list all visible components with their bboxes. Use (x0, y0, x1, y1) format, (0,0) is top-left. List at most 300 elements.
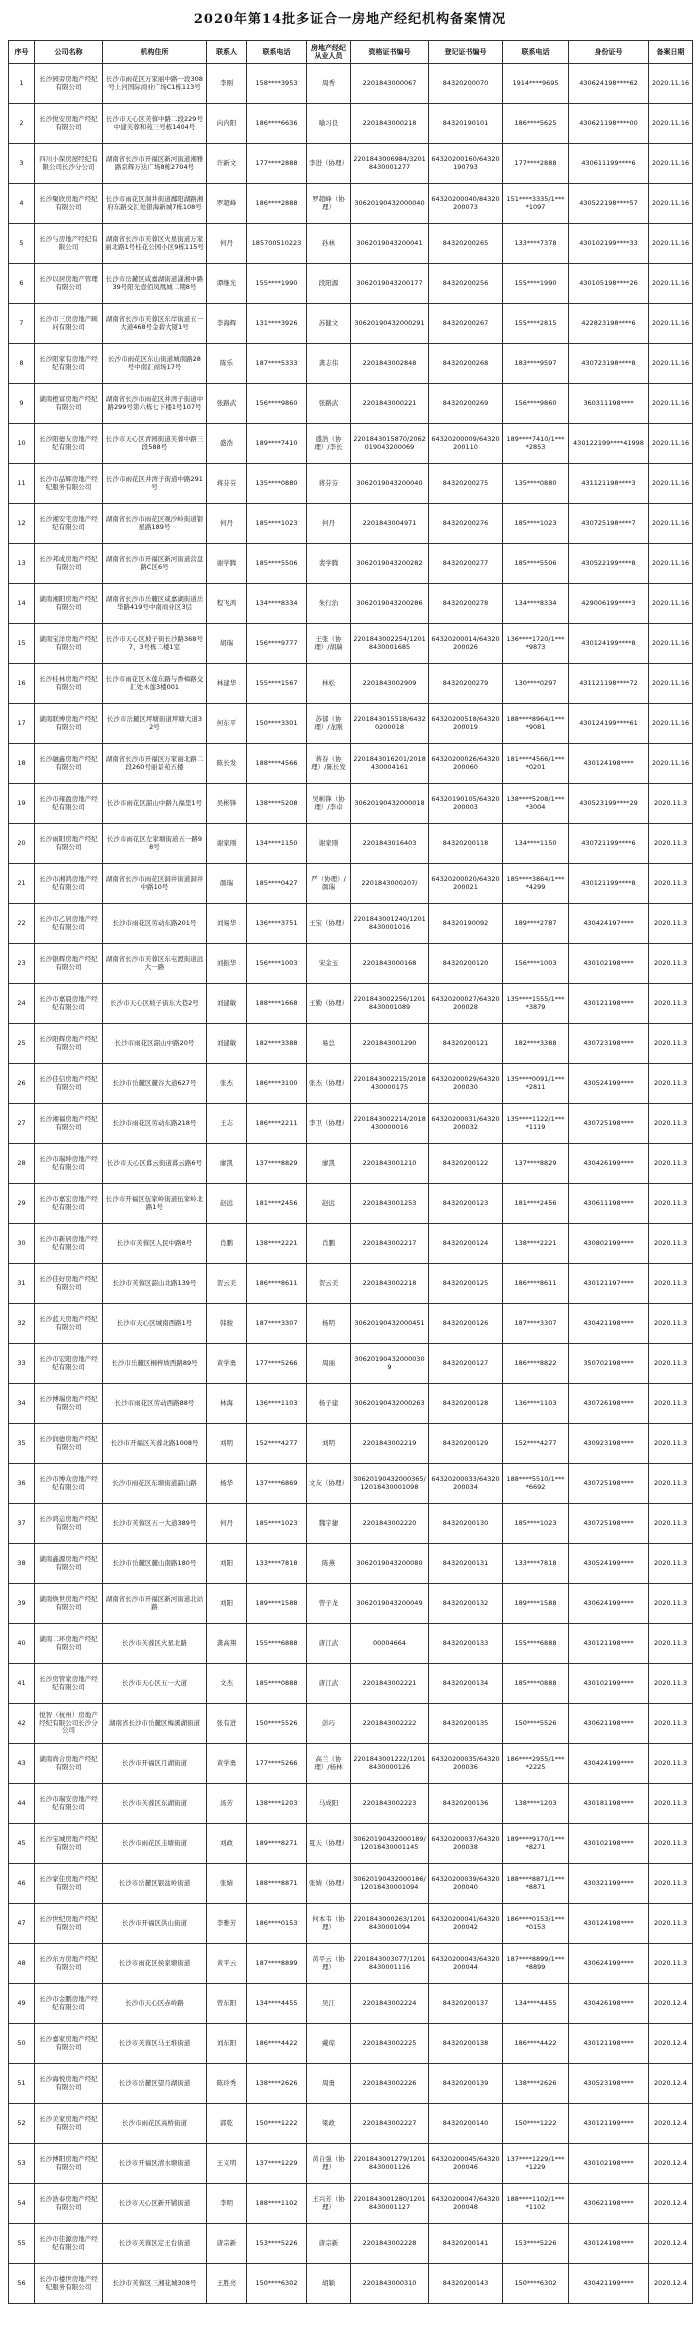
cell-index: 27 (9, 1104, 35, 1144)
table-row (9, 1824, 693, 1864)
cell-registration-no: 84320200268 (429, 344, 503, 384)
cell-index: 54 (9, 2184, 35, 2224)
cell-contact: 刘阳 (207, 1584, 247, 1624)
cell-registration-no: 84320200140 (429, 2104, 503, 2144)
cell-qualification-no: 30620190432000189/12018430001145 (351, 1824, 429, 1864)
cell-qualification-no: 2201843002223 (351, 1784, 429, 1824)
cell-agent: 梁政 (307, 2104, 351, 2144)
cell-id-number: 430726198**** (569, 1384, 649, 1424)
cell-registration-no: 64320190105/64320200003 (429, 784, 503, 824)
table-row (9, 824, 693, 864)
cell-agent: 蒋芬芬 (307, 464, 351, 504)
cell-filing-date: 2020.11.3 (649, 1624, 693, 1664)
cell-agent-phone: 155****1990 (503, 264, 569, 304)
cell-id-number: 430611199****6 (569, 144, 649, 184)
cell-filing-date: 2020.11.16 (649, 64, 693, 104)
cell-address: 湖南省长沙市岳麓区梅溪湖街道 (103, 1704, 207, 1744)
table-row (9, 2144, 693, 2184)
cell-id-number: 430105198****26 (569, 264, 649, 304)
cell-contact: 胡瑞 (207, 624, 247, 664)
cell-address: 长沙市芙蓉区东湖街道 (103, 1784, 207, 1824)
cell-contact: 刘政 (207, 1824, 247, 1864)
cell-filing-date: 2020.11.3 (649, 1944, 693, 1984)
cell-agent-phone: 135****0880 (503, 464, 569, 504)
cell-index: 4 (9, 184, 35, 224)
cell-id-number: 430102198**** (569, 944, 649, 984)
cell-registration-no: 84320200138 (429, 2024, 503, 2064)
cell-company: 长沙蓝天房地产经纪有限公司 (35, 1304, 103, 1344)
cell-company: 长沙佳好房地产经纪有限公司 (35, 1264, 103, 1304)
cell-registration-no: 84320200123 (429, 1184, 503, 1224)
cell-phone: 185700510223 (247, 224, 307, 264)
cell-filing-date: 2020.11.3 (649, 1344, 693, 1384)
cell-id-number: 430523198**** (569, 2064, 649, 2104)
cell-contact: 向内阳 (207, 104, 247, 144)
cell-filing-date: 2020.11.3 (649, 1664, 693, 1704)
cell-registration-no: 64320200047/64320200048 (429, 2184, 503, 2224)
cell-registration-no: 64320200035/64320200036 (429, 1744, 503, 1784)
cell-company: 长沙家佳房地产经纪有限公司 (35, 1864, 103, 1904)
cell-index: 16 (9, 664, 35, 704)
cell-qualification-no: 2201843000207/ (351, 864, 429, 904)
cell-address: 长沙市雨花区侯家塘街道 (103, 1944, 207, 1984)
cell-address: 长沙市芙蓉区韶山北路139号 (103, 1264, 207, 1304)
cell-qualification-no: 3062019043200080 (351, 1544, 429, 1584)
cell-phone: 134****1150 (247, 824, 307, 864)
cell-agent-phone: 1914****9695 (503, 64, 569, 104)
cell-address: 长沙市岳麓区咸嘉湖街道潇湘中路39号阳光壹佰凤凰城二期8号 (103, 264, 207, 304)
cell-contact: 李刚 (207, 64, 247, 104)
cell-phone: 131****3926 (247, 304, 307, 344)
cell-phone: 136****1103 (247, 1384, 307, 1424)
cell-agent-phone: 134****8334 (503, 584, 569, 624)
cell-agent: 黄平云（协理） (307, 1944, 351, 1984)
cell-id-number: 430124198**** (569, 1904, 649, 1944)
cell-address: 湖南省长沙市开福区万家丽北路二段260号丽景苑五楼 (103, 744, 207, 784)
cell-registration-no: 84320200127 (429, 1344, 503, 1384)
cell-id-number: 430102198**** (569, 1824, 649, 1864)
cell-address: 长沙市雨花区万家丽中路一段308号上河国际商业广场C1栋113号 (103, 64, 207, 104)
cell-agent: 孙林 (307, 224, 351, 264)
cell-agent-phone: 186****4422 (503, 2024, 569, 2064)
cell-address: 湖南省长沙市雨花区洞井街道洞井中路10号 (103, 864, 207, 904)
table-row (9, 1624, 693, 1664)
cell-registration-no: 64320200014/64320200026 (429, 624, 503, 664)
cell-address: 长沙市岳麓区银盆岭街道 (103, 1864, 207, 1904)
cell-agent: 唐江武 (307, 1624, 351, 1664)
cell-filing-date: 2020.11.3 (649, 1864, 693, 1904)
cell-id-number: 430522198****57 (569, 184, 649, 224)
cell-filing-date: 2020.11.3 (649, 1144, 693, 1184)
col-header-contact: 联系人 (207, 41, 247, 64)
cell-phone: 185****0888 (247, 1664, 307, 1704)
cell-index: 7 (9, 304, 35, 344)
cell-filing-date: 2020.11.3 (649, 1824, 693, 1864)
cell-filing-date: 2020.11.3 (649, 984, 693, 1024)
cell-id-number: 430124198**** (569, 744, 649, 784)
cell-agent: 杨明 (307, 1304, 351, 1344)
table-row (9, 1864, 693, 1904)
cell-phone: 181****2456 (247, 1184, 307, 1224)
cell-contact: 黄学勇 (207, 1744, 247, 1784)
cell-filing-date: 2020.11.3 (649, 1224, 693, 1264)
cell-contact: 杨华 (207, 1464, 247, 1504)
cell-registration-no: 84320200277 (429, 544, 503, 584)
cell-id-number: 430723198****8 (569, 344, 649, 384)
cell-agent-phone: 182****3388 (503, 1024, 569, 1064)
cell-agent-phone: 187****8899/1****8899 (503, 1944, 569, 1984)
table-row (9, 624, 693, 664)
cell-address: 长沙市雨花区韶山中路20号 (103, 1024, 207, 1064)
cell-filing-date: 2020.11.3 (649, 1704, 693, 1744)
cell-registration-no: 84320200134 (429, 1664, 503, 1704)
cell-id-number: 360311198**** (569, 384, 649, 424)
cell-contact: 李海辉 (207, 304, 247, 344)
cell-company: 长沙市品辉房地产经纪服务有限公司 (35, 464, 103, 504)
cell-address: 湖南省长沙市雨花区井湾子街道中路299号第六栋七下楼1号107号 (103, 384, 207, 424)
cell-phone: 177****5266 (247, 1744, 307, 1784)
cell-qualification-no: 2201843015870/2062019043200069 (351, 424, 429, 464)
cell-agent: 王兴芳（协理） (307, 2184, 351, 2224)
cell-id-number: 429006199****3 (569, 584, 649, 624)
cell-contact: 刘建敏 (207, 1024, 247, 1064)
cell-agent: 李卫（协理） (307, 1104, 351, 1144)
cell-contact: 谭继光 (207, 264, 247, 304)
cell-phone: 185****1023 (247, 1504, 307, 1544)
table-row (9, 944, 693, 984)
cell-index: 41 (9, 1664, 35, 1704)
table-row (9, 2104, 693, 2144)
cell-company: 长沙宝城房地产经纪有限公司 (35, 1824, 103, 1864)
cell-address: 长沙市岳麓区坪塘街道坪塘大道32号 (103, 704, 207, 744)
cell-qualification-no: 30620190432000451 (351, 1304, 429, 1344)
cell-index: 48 (9, 1944, 35, 1984)
cell-agent-phone: 155****6888 (503, 1624, 569, 1664)
cell-index: 28 (9, 1144, 35, 1184)
cell-registration-no: 64320200026/64320200060 (429, 744, 503, 784)
cell-registration-no: 84320200143 (429, 2264, 503, 2304)
cell-registration-no: 84320200136 (429, 1784, 503, 1824)
cell-filing-date: 2020.11.16 (649, 224, 693, 264)
cell-agent-phone: 177****2888 (503, 144, 569, 184)
cell-address: 长沙市芙蓉区火星北路 (103, 1624, 207, 1664)
cell-contact: 谢家刚 (207, 824, 247, 864)
cell-company: 长沙悦安房地产经纪有限公司 (35, 104, 103, 144)
cell-filing-date: 2020.11.16 (649, 544, 693, 584)
cell-address: 湖南省长沙市岳麓区咸嘉湖街道岳华路419号中南商业区3层 (103, 584, 207, 624)
cell-phone: 186****6636 (247, 104, 307, 144)
cell-registration-no: 64320200043/64320200044 (429, 1944, 503, 1984)
cell-agent-phone: 188****8871/1****8871 (503, 1864, 569, 1904)
cell-agent: 谢家刚 (307, 824, 351, 864)
cell-qualification-no: 2201843006984/32018430001277 (351, 144, 429, 184)
cell-id-number: 430721199****6 (569, 824, 649, 864)
cell-agent-phone: 134****4455 (503, 1984, 569, 2024)
cell-qualification-no: 00004664 (351, 1624, 429, 1664)
cell-agent-phone: 130****0297 (503, 664, 569, 704)
cell-contact: 李雅芳 (207, 1904, 247, 1944)
table-row (9, 2184, 693, 2224)
cell-id-number: 430621198****00 (569, 104, 649, 144)
cell-qualification-no: 2201843001210 (351, 1144, 429, 1184)
cell-address: 长沙市天心区青园街道芙蓉中路三段588号 (103, 424, 207, 464)
cell-company: 长沙世纪房地产经纪有限公司 (35, 1904, 103, 1944)
cell-agent-phone: 138****2626 (503, 2064, 569, 2104)
cell-address: 长沙市开福区月湖街道 (103, 1744, 207, 1784)
cell-filing-date: 2020.11.16 (649, 704, 693, 744)
cell-contact: 程飞鸿 (207, 584, 247, 624)
cell-index: 15 (9, 624, 35, 664)
cell-qualification-no: 2201843002909 (351, 664, 429, 704)
cell-registration-no: 84320190101 (429, 104, 503, 144)
cell-address: 长沙市雨花区左家塘街道五一路98号 (103, 824, 207, 864)
cell-qualification-no: 3062019043200049 (351, 1584, 429, 1624)
cell-agent: 龚志伟 (307, 344, 351, 384)
cell-qualification-no: 2201843001290 (351, 1024, 429, 1064)
table-row (9, 1784, 693, 1824)
cell-company: 长沙市新居房地产经纪有限公司 (35, 1224, 103, 1264)
cell-id-number: 430802199**** (569, 1224, 649, 1264)
cell-phone: 150****3301 (247, 704, 307, 744)
cell-agent-phone: 189****7410/1****2853 (503, 424, 569, 464)
cell-contact: 何丹 (207, 1504, 247, 1544)
cell-index: 29 (9, 1184, 35, 1224)
cell-phone: 189****8271 (247, 1824, 307, 1864)
cell-qualification-no: 30620190432000040 (351, 184, 429, 224)
cell-id-number: 430424199**** (569, 1744, 649, 1784)
cell-index: 47 (9, 1904, 35, 1944)
cell-agent: 喻习良 (307, 104, 351, 144)
cell-index: 24 (9, 984, 35, 1024)
col-header-registration-no: 登记证书编号 (429, 41, 503, 64)
cell-contact: 刘东阳 (207, 2024, 247, 2064)
cell-address: 长沙市天心区芙蓉中路二段229号中建芙蓉和苑三号栋1404号 (103, 104, 207, 144)
cell-agent-phone: 189****1588 (503, 1584, 569, 1624)
cell-filing-date: 2020.11.3 (649, 1904, 693, 1944)
cell-phone: 158****3953 (247, 64, 307, 104)
cell-agent-phone: 185****3864/1****4299 (503, 864, 569, 904)
cell-company: 长沙市雍盈房地产经纪有限公司 (35, 784, 103, 824)
cell-agent: 裴学腾 (307, 544, 351, 584)
cell-agent: 罗超峰（协理） (307, 184, 351, 224)
table-row (9, 1344, 693, 1384)
cell-contact: 吴彬锋 (207, 784, 247, 824)
cell-id-number: 430523199****29 (569, 784, 649, 824)
cell-company: 湖南联博房地产经纪有限公司 (35, 704, 103, 744)
cell-address: 长沙市天心区坡子街东大巷2号 (103, 984, 207, 1024)
cell-id-number: 430524199**** (569, 1544, 649, 1584)
cell-address: 湖南省长沙市芙蓉区火星街道万家丽北路1号桂花公园小区9栋115号 (103, 224, 207, 264)
cell-phone: 187****5333 (247, 344, 307, 384)
table-row (9, 2064, 693, 2104)
cell-agent-phone: 188****1102/1****1102 (503, 2184, 569, 2224)
cell-index: 35 (9, 1424, 35, 1464)
cell-contact: 林建华 (207, 664, 247, 704)
cell-filing-date: 2020.11.3 (649, 864, 693, 904)
cell-company: 长沙美家房地产经纪有限公司 (35, 2104, 103, 2144)
cell-company: 长沙市嘉宏房地产经纪有限公司 (35, 1184, 103, 1224)
cell-registration-no: 84320200141 (429, 2224, 503, 2264)
cell-agent-phone: 186****8822 (503, 1344, 569, 1384)
cell-address: 长沙市开福区芙蓉北路1008号 (103, 1424, 207, 1464)
cell-id-number: 430426198**** (569, 1984, 649, 2024)
cell-index: 46 (9, 1864, 35, 1904)
record-table (8, 40, 693, 2304)
cell-phone: 135****0880 (247, 464, 307, 504)
cell-agent-phone: 152****4277 (503, 1424, 569, 1464)
cell-company: 长沙博瑞房地产经纪有限公司 (35, 1384, 103, 1424)
cell-agent-phone: 189****2787 (503, 904, 569, 944)
cell-address: 长沙市天心区城南西路1号 (103, 1304, 207, 1344)
cell-qualification-no: 3062019043200282 (351, 544, 429, 584)
cell-phone: 150****1222 (247, 2104, 307, 2144)
cell-agent-phone: 185****1023 (503, 504, 569, 544)
table-row (9, 1424, 693, 1464)
cell-address: 长沙市开福区伍家岭街道伍家岭北路1号 (103, 1184, 207, 1224)
cell-company: 长沙与房地产经纪有限公司 (35, 224, 103, 264)
cell-address: 湖南省长沙市开福区新河街道北站路 (103, 1584, 207, 1624)
cell-agent-phone: 186****8611 (503, 1264, 569, 1304)
cell-company: 长沙阳德友房地产经纪有限公司 (35, 424, 103, 464)
cell-index: 20 (9, 824, 35, 864)
cell-qualification-no: 2201843001279/12018430001126 (351, 2144, 429, 2184)
cell-index: 37 (9, 1504, 35, 1544)
cell-filing-date: 2020.11.16 (649, 304, 693, 344)
cell-address: 长沙市雨花区井湾子街道中路291号 (103, 464, 207, 504)
cell-contact: 张杰 (207, 1064, 247, 1104)
cell-address: 长沙市岳麓区麓山南路180号 (103, 1544, 207, 1584)
cell-index: 49 (9, 1984, 35, 2024)
cell-address: 长沙市岳麓区桐梓坡西路89号 (103, 1344, 207, 1384)
cell-contact: 许新文 (207, 144, 247, 184)
cell-agent-phone: 185****5506 (503, 544, 569, 584)
cell-index: 44 (9, 1784, 35, 1824)
table-row (9, 1064, 693, 1104)
cell-company: 长沙阳辉房地产经纪有限公司 (35, 1024, 103, 1064)
cell-agent: 杨子建 (307, 1384, 351, 1424)
cell-agent: 苏健文 (307, 304, 351, 344)
cell-qualification-no: 2201843000310 (351, 2264, 429, 2304)
cell-agent: 林松 (307, 664, 351, 704)
cell-agent: 周秀 (307, 64, 351, 104)
cell-agent: 肖鹏 (307, 1224, 351, 1264)
cell-company: 湖南鑫源房地产经纪有限公司 (35, 1544, 103, 1584)
cell-contact: 李明 (207, 2184, 247, 2224)
cell-agent: 唐宗新 (307, 2224, 351, 2264)
cell-agent: 夏天（协理） (307, 1824, 351, 1864)
cell-qualification-no: 2201843000221 (351, 384, 429, 424)
cell-contact: 刘建敏 (207, 984, 247, 1024)
cell-phone: 134****8334 (247, 584, 307, 624)
cell-qualification-no: 2201843004971 (351, 504, 429, 544)
cell-contact: 郭乾 (207, 2104, 247, 2144)
table-row (9, 344, 693, 384)
cell-agent-phone: 181****2456 (503, 1184, 569, 1224)
cell-qualification-no: 2201843015518/64320200018 (351, 704, 429, 744)
cell-id-number: 430421198**** (569, 1304, 649, 1344)
cell-qualification-no: 2201843000218 (351, 104, 429, 144)
cell-phone: 155****6888 (247, 1624, 307, 1664)
cell-contact: 张路武 (207, 384, 247, 424)
cell-agent: 何本韦（协理） (307, 1904, 351, 1944)
table-row (9, 504, 693, 544)
cell-index: 10 (9, 424, 35, 464)
cell-registration-no: 84320200070 (429, 64, 503, 104)
table-row (9, 1304, 693, 1344)
cell-address: 湖南省长沙市芙蓉区东岸街道五一大道468号金碧大厦1号 (103, 304, 207, 344)
cell-registration-no: 84320200256 (429, 264, 503, 304)
table-row (9, 984, 693, 1024)
cell-address: 长沙市开福区清水塘街道 (103, 2144, 207, 2184)
cell-agent: 王勤（协理） (307, 984, 351, 1024)
cell-id-number: 431121198****72 (569, 664, 649, 704)
cell-agent: 刘明 (307, 1424, 351, 1464)
cell-agent-phone: 181****4566/1****0201 (503, 744, 569, 784)
cell-company: 长沙市乙居房地产经纪有限公司 (35, 904, 103, 944)
cell-index: 14 (9, 584, 35, 624)
cell-contact: 贺云美 (207, 1264, 247, 1304)
cell-phone: 188****8871 (247, 1864, 307, 1904)
col-header-agent: 房地产经纪从业人员 (307, 41, 351, 64)
cell-index: 23 (9, 944, 35, 984)
cell-registration-no: 84320200137 (429, 1984, 503, 2024)
cell-company: 长沙阳家有房地产经纪有限公司 (35, 344, 103, 384)
cell-agent-phone: 150****6302 (503, 2264, 569, 2304)
cell-address: 长沙市芙蓉区三湘花城308号 (103, 2264, 207, 2304)
cell-agent: 曾子龙 (307, 1584, 351, 1624)
cell-registration-no: 84320200125 (429, 1264, 503, 1304)
cell-phone: 186****0153 (247, 1904, 307, 1944)
cell-phone: 136****3751 (247, 904, 307, 944)
cell-phone: 177****5266 (247, 1344, 307, 1384)
cell-filing-date: 2020.11.3 (649, 1384, 693, 1424)
cell-contact: 林海 (207, 1384, 247, 1424)
cell-filing-date: 2020.11.3 (649, 1064, 693, 1104)
cell-agent: 严（协理）/颜瑞 (307, 864, 351, 904)
table-row (9, 224, 693, 264)
cell-address: 长沙市芙蓉区定王台街道 (103, 2224, 207, 2264)
table-row (9, 64, 693, 104)
cell-filing-date: 2020.11.16 (649, 384, 693, 424)
table-row (9, 1504, 693, 1544)
cell-id-number: 430181198**** (569, 1784, 649, 1824)
cell-registration-no: 84320200122 (429, 1144, 503, 1184)
table-row (9, 1944, 693, 1984)
cell-contact: 盛浩 (207, 424, 247, 464)
cell-phone: 187****8899 (247, 1944, 307, 1984)
cell-id-number: 430124198**** (569, 2224, 649, 2264)
cell-contact: 陈长发 (207, 744, 247, 784)
cell-index: 17 (9, 704, 35, 744)
cell-registration-no: 64320200020/64320200021 (429, 864, 503, 904)
cell-company: 长沙市宏阳房地产经纪有限公司 (35, 1344, 103, 1384)
cell-contact: 何丹 (207, 504, 247, 544)
cell-contact: 王胜亮 (207, 2264, 247, 2304)
cell-filing-date: 2020.12.4 (649, 2184, 693, 2224)
cell-company: 长沙市楼世房地产经纪服务有限公司 (35, 2264, 103, 2304)
cell-phone: 156****9860 (247, 384, 307, 424)
cell-index: 56 (9, 2264, 35, 2304)
cell-agent-phone: 138****5208/1****3004 (503, 784, 569, 824)
col-header-address: 机构住所 (103, 41, 207, 64)
cell-index: 40 (9, 1624, 35, 1664)
table-row (9, 904, 693, 944)
cell-qualification-no: 3062019043200286 (351, 584, 429, 624)
cell-agent: 唐江武 (307, 1664, 351, 1704)
cell-id-number: 430624199**** (569, 1584, 649, 1624)
table-row (9, 304, 693, 344)
cell-id-number: 430102198**** (569, 2144, 649, 2184)
